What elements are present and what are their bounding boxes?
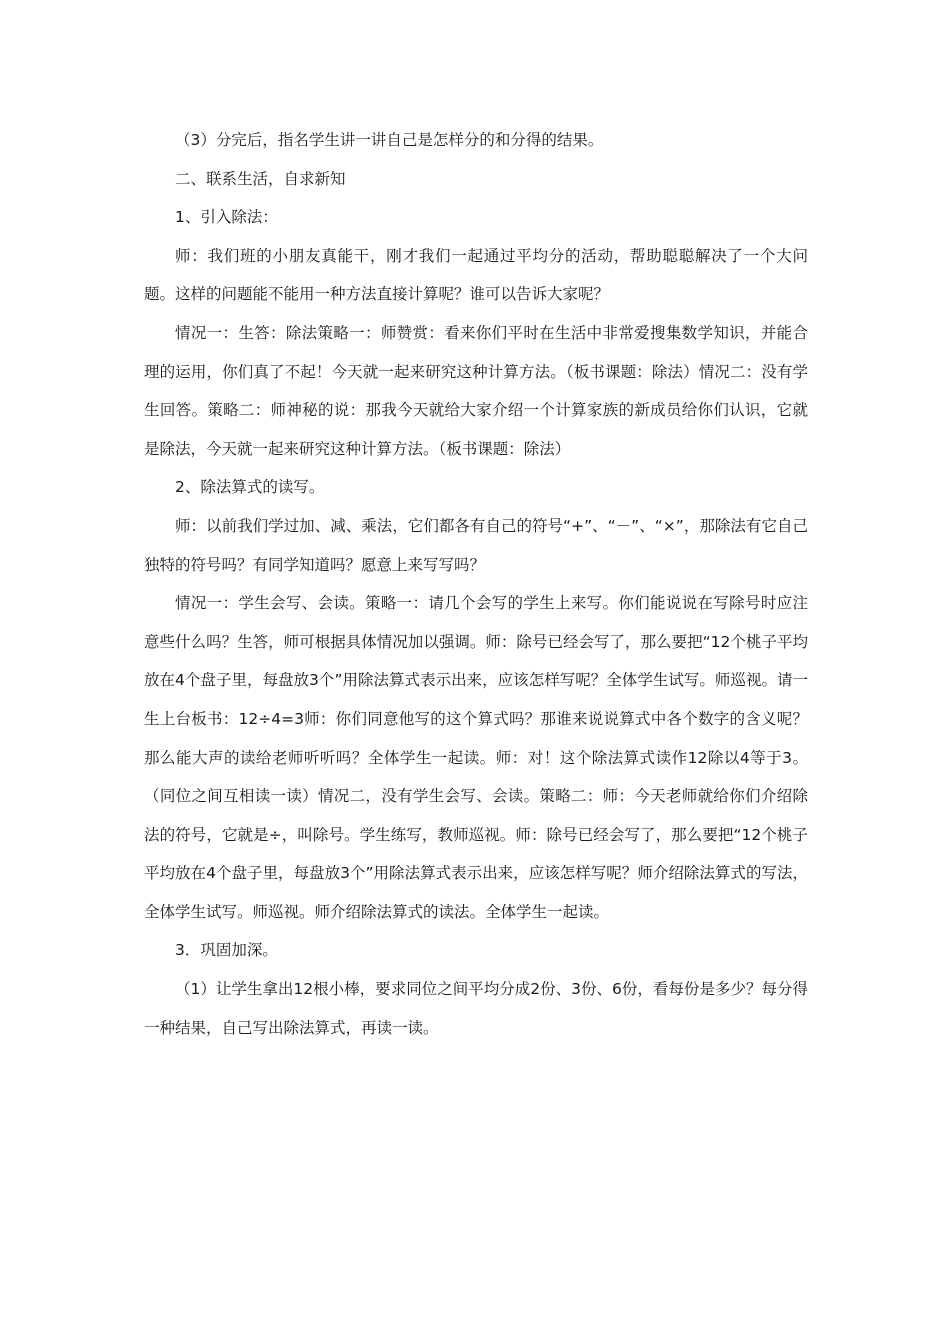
subheading-consolidate: 3．巩固加深。 [175,941,278,960]
section-heading-life: 二、联系生活，自求新知 [175,169,346,188]
paragraph-share-result: （3）分完后，指名学生讲一讲自己是怎样分的和分得的结果。 [175,131,604,149]
subheading-division-notation: 2、除法算式的读写。 [175,478,325,497]
paragraph-case-strategies: 情况一：生答：除法策略一：师赞赏：看来你们平时在生活中非常爱搜集数学知识，并能合理的运用，你们真了不起！今天就一起来研究这种计算方法。（板书课题：除法）情况二：没有学生回答。策略二：师神秘的说：那我今天就给大家介绍一个计算家族的新成员给你们认识，它就是除法，今天就一起来研究这种计算方法。（板书课题：除法） [144,323,808,458]
paragraph-teacher-intro: 师：我们班的小朋友真能干，刚才我们一起通过平均分的活动，帮助聪聪解决了一个大问题。这样的问题能不能用一种方法直接计算呢？谁可以告诉大家呢？ [144,246,808,304]
paragraph-writing-reading: 情况一：学生会写、会读。策略一：请几个会写的学生上来写。你们能说说在写除号时应注意些什么吗？生答，师可根据具体情况加以强调。师：除号已经会写了，那么要把“12个桃子平均放在4个盘子里，每盘放3个”用除法算式表示出来，应该怎样写呢？全体学生试写。师巡视。请一生上台板书：12÷4=3师：你们同意他写的这个算式吗？那谁来说说算式中各个数字的含义呢？那么能大声的读给老师听听吗？全体学生一起读。师：对！这个除法算式读作12除以4等于3。（同位之间互相读一读）情况二，没有学生会写、会读。策略二：师：今天老师就给你们介绍除法的符号，它就是÷，叫除号。学生练写，教师巡视。师：除号已经会写了，那么要把“12个桃子平均放在4个盘子里，每盘放3个”用除法算式表示出来，应该怎样写呢？师介绍除法算式的写法，全体学生试写。师巡视。师介绍除法算式的读法。全体学生一起读。 [144,594,808,921]
paragraph-division-symbol: 师：以前我们学过加、减、乘法，它们都各有自己的符号“+”、“－”、“×”，那除法有它自己独特的符号吗？有同学知道吗？愿意上来写写吗？ [144,516,808,574]
subheading-introduce-division: 1、引入除法： [175,208,278,227]
paragraph-practice-sticks: （1）让学生拿出12根小棒，要求同位之间平均分成2份、3份、6份，看每份是多少？每分得一种结果，自己写出除法算式，再读一读。 [144,980,808,1037]
document-body [144,121,808,1047]
